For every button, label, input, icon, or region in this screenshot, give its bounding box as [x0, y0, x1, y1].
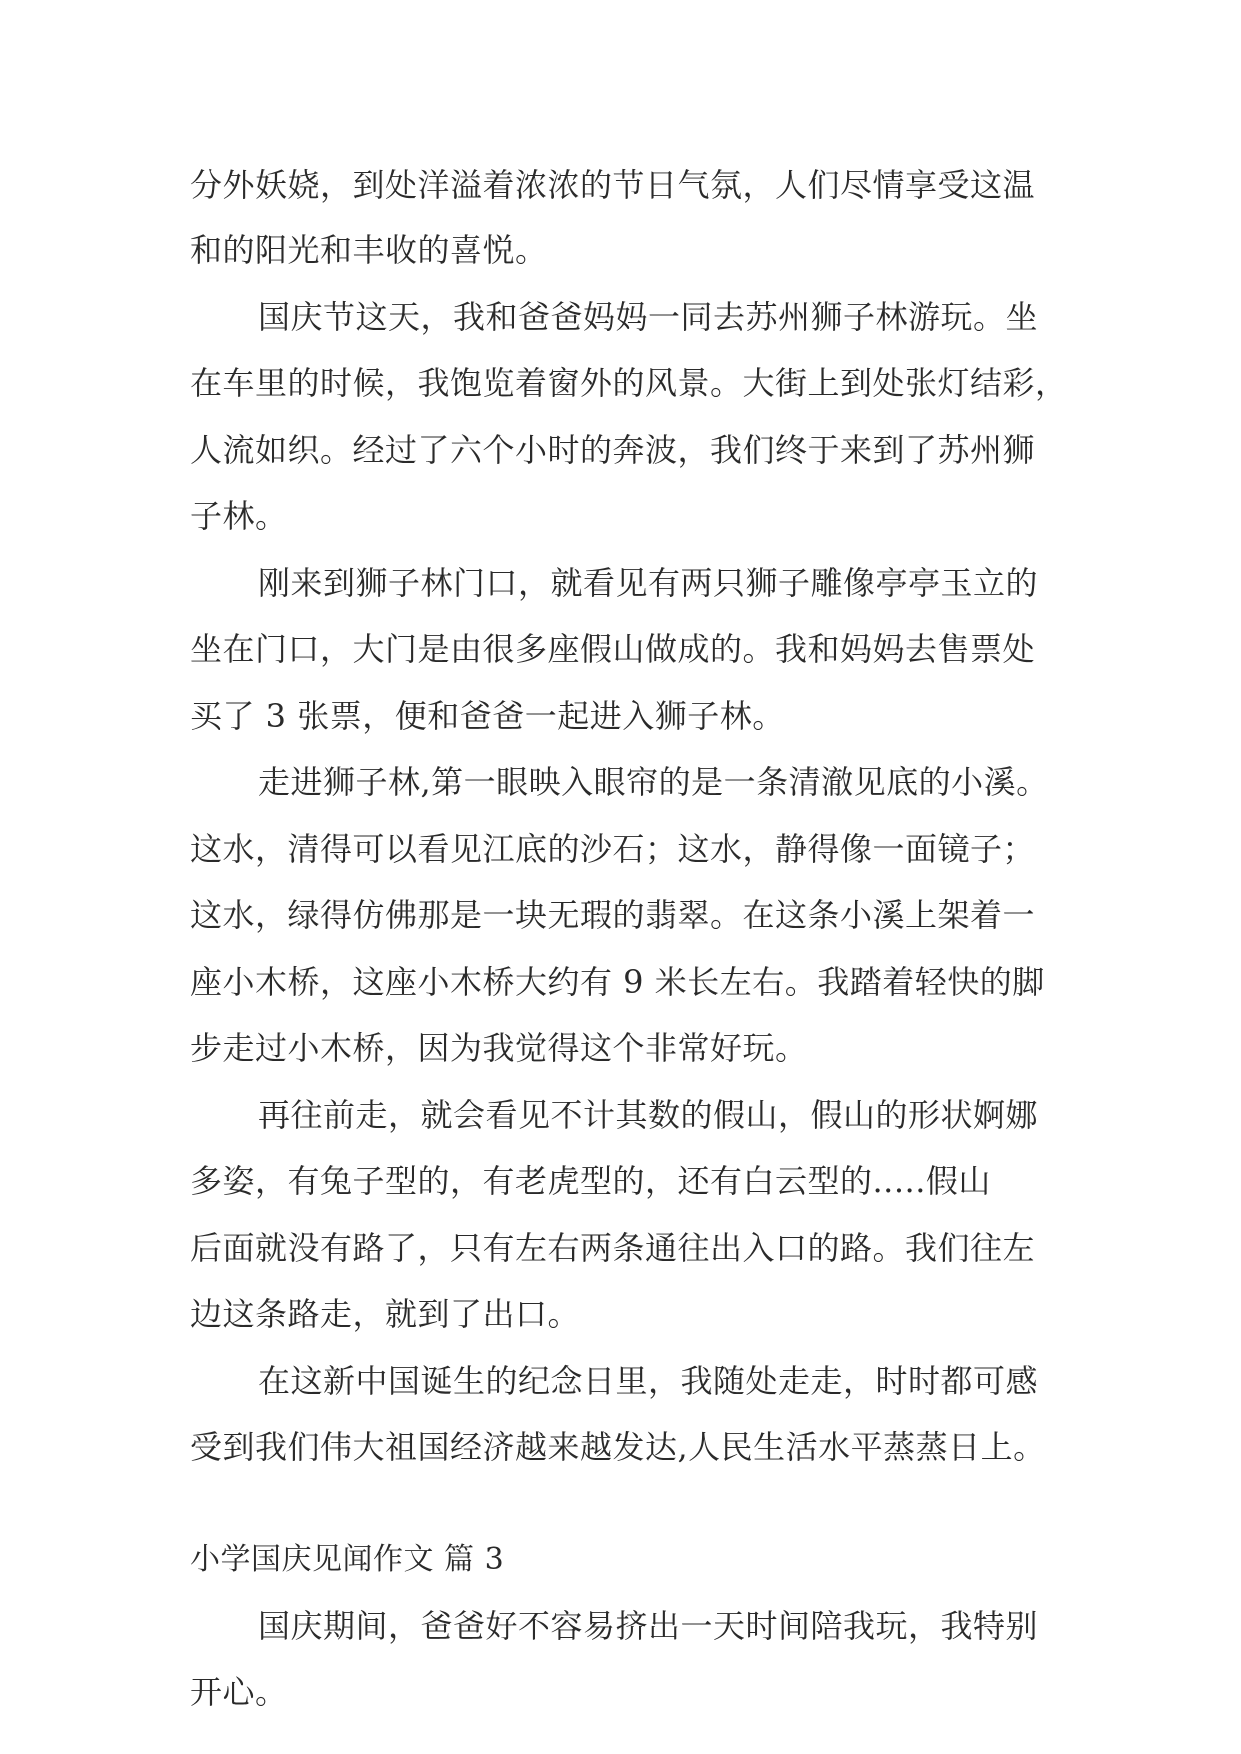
paragraph-3-line-3: 买了 3 张票，便和爸爸一起进入狮子林。: [190, 697, 785, 735]
paragraph-2-line-3: 人流如织。经过了六个小时的奔波，我们终于来到了苏州狮: [190, 431, 1036, 469]
paragraph-2-line-2: 在车里的时候，我饱览着窗外的风景。大街上到处张灯结彩，: [190, 364, 1068, 402]
paragraph-5-line-3: 后面就没有路了，只有左右两条通往出入口的路。我们往左: [190, 1229, 1036, 1267]
paragraph-1-line-2: 和的阳光和丰收的喜悦。: [190, 231, 548, 269]
paragraph-3-line-1: 刚来到狮子林门口，就看见有两只狮子雕像亭亭玉立的: [258, 564, 1039, 602]
paragraph-4-line-4: 座小木桥，这座小木桥大约有 9 米长左右。我踏着轻快的脚: [190, 963, 1045, 1001]
paragraph-7-line-2: 开心。: [190, 1673, 288, 1711]
paragraph-6-line-2: 受到我们伟大祖国经济越来越发达,人民生活水平蒸蒸日上。: [190, 1428, 1046, 1466]
paragraph-1-line-1: 分外妖娆，到处洋溢着浓浓的节日气氛，人们尽情享受这温: [190, 166, 1036, 204]
paragraph-2-line-1: 国庆节这天，我和爸爸妈妈一同去苏州狮子林游玩。坐: [258, 298, 1039, 336]
paragraph-4-line-1: 走进狮子林,第一眼映入眼帘的是一条清澈见底的小溪。: [258, 763, 1049, 801]
paragraph-5-line-4: 边这条路走，就到了出口。: [190, 1295, 581, 1333]
paragraph-2-line-4: 子林。: [190, 497, 288, 535]
paragraph-7-line-1: 国庆期间，爸爸好不容易挤出一天时间陪我玩，我特别: [258, 1607, 1039, 1645]
paragraph-4-line-3: 这水，绿得仿佛那是一块无瑕的翡翠。在这条小溪上架着一: [190, 896, 1036, 934]
paragraph-4-line-2: 这水，清得可以看见江底的沙石；这水，静得像一面镜子；: [190, 830, 1036, 868]
paragraph-5-line-1: 再往前走，就会看见不计其数的假山，假山的形状婀娜: [258, 1096, 1039, 1134]
section-heading: 小学国庆见闻作文 篇 3: [190, 1542, 505, 1577]
paragraph-4-line-5: 步走过小木桥，因为我觉得这个非常好玩。: [190, 1029, 808, 1067]
paragraph-3-line-2: 坐在门口，大门是由很多座假山做成的。我和妈妈去售票处: [190, 630, 1036, 668]
paragraph-6-line-1: 在这新中国诞生的纪念日里，我随处走走，时时都可感: [258, 1362, 1039, 1400]
paragraph-5-line-2: 多姿，有兔子型的，有老虎型的，还有白云型的.....假山: [190, 1162, 991, 1200]
